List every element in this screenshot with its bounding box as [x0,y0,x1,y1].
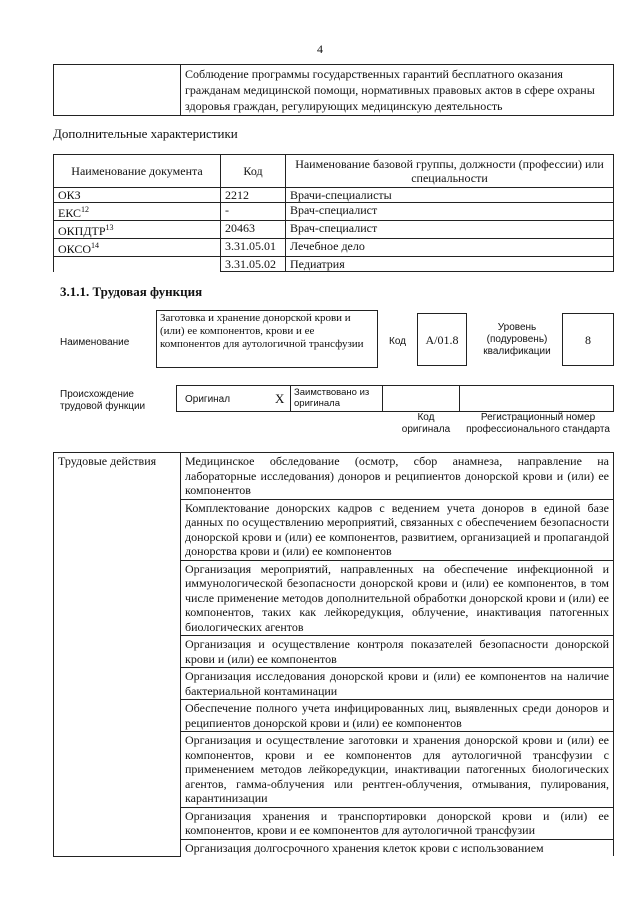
doc-cell: ОКСО$^{14}$ [54,239,221,257]
top-continuation-table [53,64,614,116]
page-number: 4 [317,42,323,56]
top-table-text: Соблюдение программы государственных гарантий бесплатного оказания гражданам медицинской помощи, нормативных правовых актов в сфере охраны здоровья граждан, регулирующих медицинскую деятельность [181,65,614,116]
actions-table [53,452,614,857]
action-item: Организация исследования донорской крови и (или) ее компонентов на наличие бактериальной контаминации [181,668,614,700]
origin-label: Происхождение трудовой функции [60,389,146,412]
reg-number-label: Регистрационный номер профессионального стандарта [466,412,610,435]
action-item: Организация хранения и транспортировки донорской крови и (или) ее компонентов, крови и ее компонентов для аутологичной трансфузии [181,807,614,839]
action-item: Комплектование донорских кадров с ведением учета доноров в единой базе данных по осуществлению мероприятий, связанных с обеспечением безопасности донорской крови и (или) ее компонентов, развитием, организацией и пропагандой донорства крови и (или) ее компонентов [181,499,614,560]
doc-cell [54,257,221,272]
action-item: Обеспечение полного учета инфицированных лиц, выявленных среди доноров и реципиентов донорской крови и (или) ее компонентов [181,700,614,732]
section-title: 3.1.1. Трудовая функция [60,284,203,299]
doc-cell: ОКПДТР$^{13}$ [54,221,221,239]
code-cell: 3.31.05.01 [221,239,286,257]
name-cell: Врач-специалист [286,221,614,239]
action-item: Медицинское обследование (осмотр, сбор анамнеза, направление на лабораторные исследования) доноров и реципиентов донорской крови и (или) ее компонентов [181,453,614,500]
divider [382,386,383,411]
code-cell: 3.31.05.02 [221,257,286,272]
action-item: Организация долгосрочного хранения клеток крови с использованием [181,839,614,856]
name-cell: Педиатрия [286,257,614,272]
actions-label: Трудовые действия [54,453,181,857]
level-box: 8 [562,313,614,366]
function-code-box: A/01.8 [417,313,467,366]
original-mark: X [275,391,285,406]
empty-cell [54,65,181,116]
borrowed-label: Заимствовано из оригинала [294,387,370,409]
name-cell: Врачи-специалисты [286,188,614,203]
name-cell: Лечебное дело [286,239,614,257]
header-code: Код [221,155,286,188]
doc-cell: ЕКС$^{12}$ [54,203,221,221]
code-cell: 20463 [221,221,286,239]
header-name: Наименование базовой группы, должности (профессии) или специальности [286,155,614,188]
name-label: Наименование [60,337,130,348]
original-label: Оригинал [185,394,231,405]
divider [459,386,460,411]
action-item: Организация и осуществление заготовки и хранения донорской крови и (или) ее компонентов, крови и ее компонентов для аутологичной трансфузии с применением методов лейкоредукции, инактивации патогенных биологических агентов, гамма-облучения или рентген-облучения, отмывания, пулирования, карантинизации [181,732,614,808]
additional-title: Дополнительные характеристики [53,126,238,141]
code-cell: 2212 [221,188,286,203]
code-cell: - [221,203,286,221]
origin-row [176,385,614,412]
divider [290,386,291,411]
action-item: Организация мероприятий, направленных на обеспечение инфекционной и иммунологической безопасности донорской крови и (или) ее компонентов, в том числе применение методов дополнительной обработки донорской крови и (или) ее компонентов, таких как лейкоредукция, облучение, инактивация патогенных биологических агентов [181,560,614,636]
level-label: Уровень (подуровень) квалификации [483,322,551,357]
doc-cell: ОКЗ [54,188,221,203]
code-label: Код [389,336,407,347]
function-name-box: Заготовка и хранение донорской крови и (или) ее компонентов, крови и ее компонентов для аутологичной трансфузии [156,310,378,368]
action-item: Организация и осуществление контроля показателей безопасности донорской крови и (или) ее компонентов [181,636,614,668]
header-doc: Наименование документа [54,155,221,188]
name-cell: Врач-специалист [286,203,614,221]
code-original-label: Код оригинала [401,412,451,435]
additional-table [53,154,614,272]
